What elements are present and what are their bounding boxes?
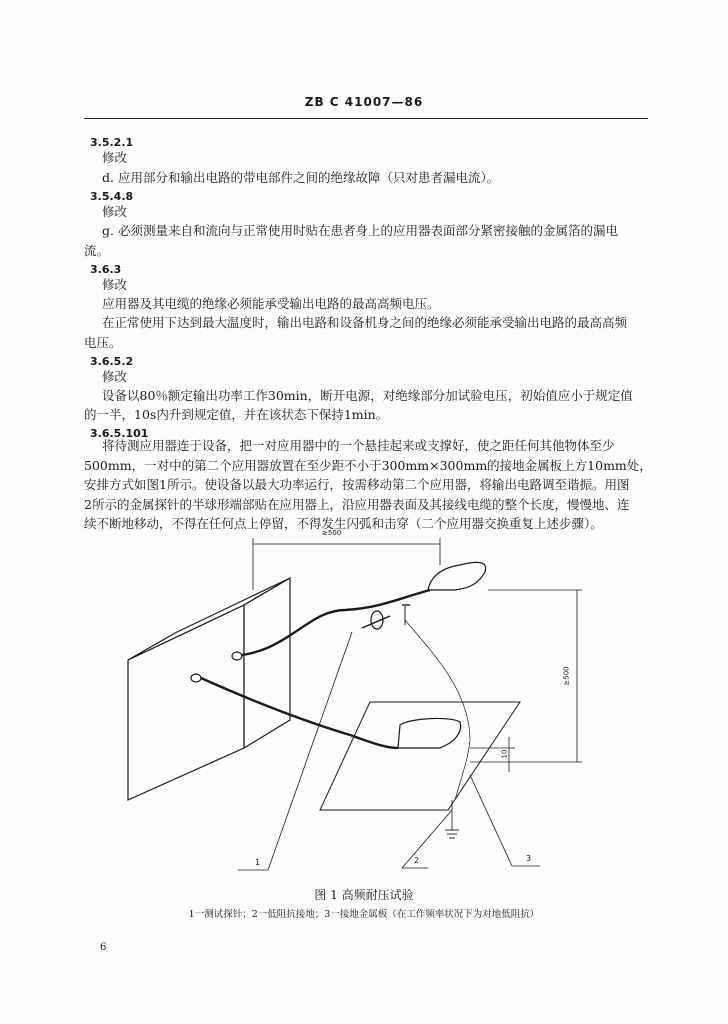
paragraph-line: d. 应用部分和输出电路的带电部件之间的绝缘故障（只对患者漏电流）。 [102,170,500,185]
figure-label-3: 3 [526,854,532,863]
paragraph-line: 的一半，10s内升到规定值，并在该状态下保持1min。 [84,407,389,422]
device-box-front [128,605,244,800]
dim-horizontal-label: ≥500 [322,529,342,537]
section-number: 3.5.4.8 [90,190,134,203]
section-number: 3.5.2.1 [90,136,134,149]
section-action: 修改 [102,277,128,292]
paragraph-line: 续不断地移动，不得在任何点上停留，不得发生闪弧和击穿（二个应用器交换重复上述步骤）。 [84,516,603,531]
standard-header: ZB C 41007—86 [304,95,424,109]
paragraph-line: 将待测应用器连于设备，把一对应用器中的一个悬挂起来或支撑好，使之距任何其他物体至少 [102,438,615,453]
paragraph-line: 设备以80％额定输出功率工作30min，断开电源，对绝缘部分加试验电压，初始值应小于规定值 [102,388,633,403]
figure-label-1: 1 [255,858,261,867]
page-number: 6 [100,942,107,953]
section-action: 修改 [102,204,128,219]
probe-rod [362,616,390,628]
probe-lead [405,620,470,800]
section-action: 修改 [102,369,128,384]
figure-caption: 图 1 高频耐压试验 [314,888,414,902]
applicator-upper [428,562,486,590]
paragraph-line: 500mm，一对中的第二个应用器放置在至少距不小于300mm×300mm的接地金属板上方10mm处， [84,458,652,473]
section-action: 修改 [102,150,128,165]
section-number: 3.6.3 [90,263,122,276]
paragraph-line: 应用器及其电缆的绝缘必须能承受输出电路的最高高频电压。 [102,296,440,311]
dim-gap-label: 10 [500,749,509,759]
paragraph-line: 在正常使用下达到最大温度时，输出电路和设备机身之间的绝缘必须能承受输出电路的最高高频 [102,315,628,330]
ground-plate [320,702,520,810]
paragraph-line: g. 必须测量来自和流向与正常使用时贴在患者身上的应用器表面部分紧密接触的金属箔的漏电 [102,223,618,238]
paragraph-line: 安排方式如图1所示。使设备以最大功率运行，按需移动第二个应用器，将输出电路调至谐振。用图 [84,477,630,492]
figure-label-2: 2 [414,856,420,865]
leader-2 [402,810,452,868]
leader-3 [470,775,512,866]
paragraph-line: 2所示的金属探针的半球形端部贴在应用器上，沿应用器表面及其接线电缆的整个长度，慢慢地、连 [84,497,630,512]
applicator-lower [398,718,461,748]
dim-vertical-label: ≥500 [562,666,571,686]
paragraph-line: 流。 [84,243,110,258]
paragraph-line: 电压。 [84,335,122,350]
section-number: 3.6.5.101 [90,427,149,440]
device-box-side [244,578,290,748]
figure-legend: 1一测试探针；2一低阻抗接地；3一接地金属板（在工作频率状况下为对地低阻抗） [188,909,540,920]
section-number: 3.6.5.2 [90,355,134,368]
